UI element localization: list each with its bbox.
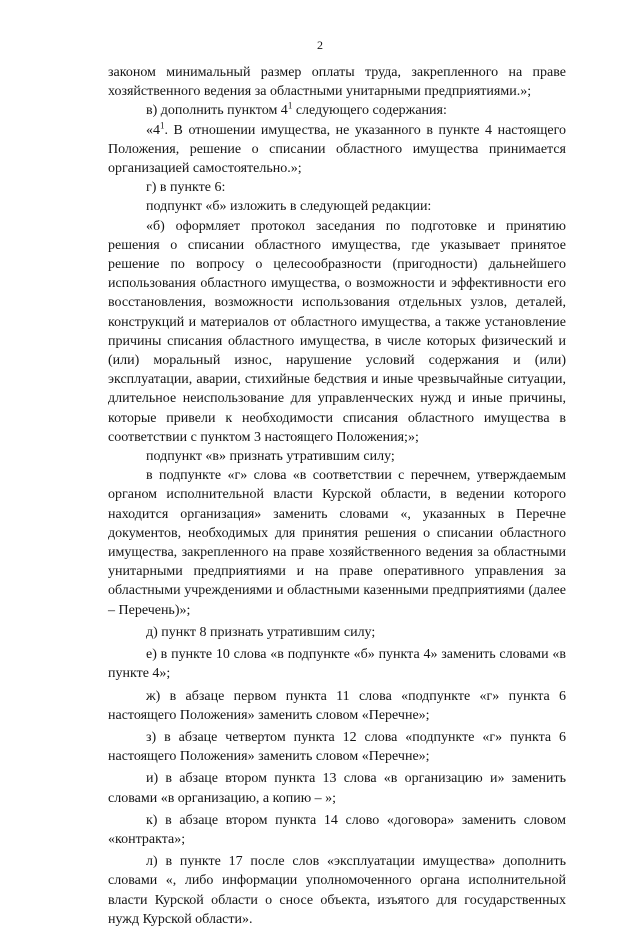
paragraph-subitem-v: подпункт «в» признать утратившим силу;	[146, 449, 395, 465]
paragraph-point-4-1	[108, 121, 566, 179]
paragraph-text: следующего содержания:	[292, 103, 447, 119]
paragraph-item-k: к) в абзаце втором пункта 14 слово «договора» заменить словом «контракта»;	[108, 812, 566, 847]
paragraph-item-d: д) пункт 8 признать утратившим силу;	[146, 624, 376, 640]
paragraph-item-i: и) в абзаце втором пункта 13 слова «в организацию и» заменить словами «в организацию, а копию – »;	[108, 771, 566, 806]
paragraph-item-l: л) в пункте 17 после слов «эксплуатации имущества» дополнить словами «, либо информации уполномоченного органа исполнительной власти Курской области о сносе объекта, изъятого для государственных нужд Курской области».	[108, 854, 566, 927]
paragraph-subitem-g: в подпункте «г» слова «в соответствии с перечнем, утверждаемым органом исполнительной власти Курской области, в ведении которого находится организация» заменить словами «, указанных в Перечне документов, необходимых для принятия решения о списании областного имущества, закрепленного на праве хозяйственного ведения за областными унитарными предприятиями и на праве оперативного управления за областными учреждениями и областными казенными предприятиями (далее – Перечень)»;	[108, 468, 566, 618]
paragraph-subitem-b-text: «б) оформляет протокол заседания по подготовке и принятию решения о списании областного имущества, где указывает принятое решение по вопросу о целесообразности (пригодности) дальнейшего использования областного имущества, о возможности и эффективности его восстановления, возможности использования отдельных узлов, деталей, конструкций и материалов от областного имущества, а также установление причины списания областного имущества, в числе которых физический и (или) моральный износ, нарушение условий содержания и (или) эксплуатации, аварии, стихийные бедствия и иные чрезвычайные ситуации, длительное неиспользование для управленческих нужд и иные причины, которые привели к необходимости списания областного имущества в соответствии с пунктом 3 настоящего Положения;»;	[108, 218, 566, 445]
paragraph-text: . В отношении имущества, не указанного в пункте 4 настоящего Положения, решение о списании областного имущества принимается организацией самостоятельно.»;	[108, 122, 566, 177]
paragraph-item-g: г) в пункте 6:	[146, 180, 226, 196]
document-body	[108, 63, 566, 929]
paragraph-item-zh: ж) в абзаце первом пункта 11 слова «подпункте «г» пункта 6 настоящего Положения» заменить словом «Перечне»;	[108, 688, 566, 723]
paragraph-text: в) дополнить пунктом 4	[146, 103, 288, 119]
superscript: 1	[160, 119, 165, 130]
superscript: 1	[287, 100, 293, 111]
paragraph-subitem-b-intro: подпункт «б» изложить в следующей редакции:	[146, 199, 432, 215]
paragraph-continuation: законом минимальный размер оплаты труда, закрепленного на праве хозяйственного ведения за областными унитарными предприятиями.»;	[108, 65, 566, 100]
paragraph-item-z: з) в абзаце четвертом пункта 12 слова «подпункте «г» пункта 6 настоящего Положения» заменить словом «Перечне»;	[108, 729, 566, 765]
paragraph-text: «4	[146, 122, 160, 138]
page-number: 2	[317, 38, 323, 52]
paragraph-item-e: е) в пункте 10 слова «в подпункте «б» пункта 4» заменить словами «в пункте 4»;	[108, 647, 566, 682]
paragraph-item-v	[108, 101, 566, 120]
